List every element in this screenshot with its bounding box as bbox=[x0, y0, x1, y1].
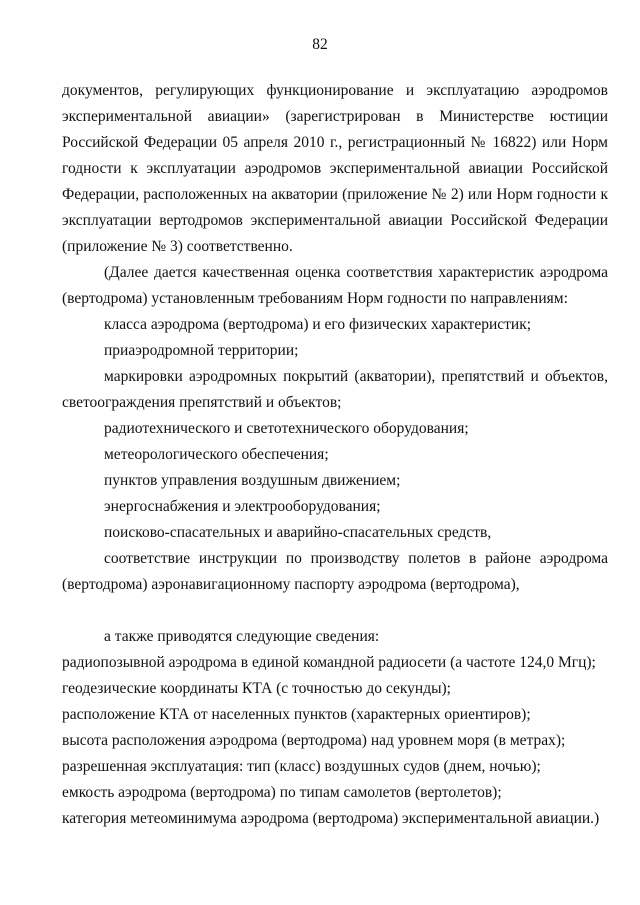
additional-item: расположение КТА от населенных пунктов (характерных ориентиров); bbox=[62, 706, 531, 723]
intro-paragraph-block bbox=[62, 78, 608, 260]
assessment-intro: (Далее дается качественная оценка соответствия характеристик аэродрома (вертодрома) установленным требованиям Норм годности по направлениям: bbox=[62, 264, 608, 307]
assessment-item: метеорологического обеспечения; bbox=[104, 446, 329, 463]
assessment-item: энергоснабжения и электрооборудования; bbox=[104, 498, 381, 515]
page-number: 82 bbox=[312, 36, 328, 53]
additional-item: разрешенная эксплуатация: тип (класс) воздушных судов (днем, ночью); bbox=[62, 758, 541, 775]
assessment-item: класса аэродрома (вертодрома) и его физических характеристик; bbox=[104, 316, 532, 333]
additional-item: радиопозывной аэродрома в единой командной радиосети (а частоте 124,0 Мгц); bbox=[62, 654, 596, 671]
assessment-item: соответствие инструкции по производству полетов в районе аэродрома (вертодрома) аэронавигационному паспорту аэродрома (вертодрома), bbox=[62, 550, 608, 593]
additional-item: высота расположения аэродрома (вертодрома) над уровнем моря (в метрах); bbox=[62, 732, 566, 749]
assessment-item: радиотехнического и светотехнического оборудования; bbox=[104, 420, 469, 437]
additional-item: категория метеоминимума аэродрома (вертодрома) экспериментальной авиации.) bbox=[62, 810, 600, 827]
additional-intro: а также приводятся следующие сведения: bbox=[104, 628, 380, 645]
assessment-item: пунктов управления воздушным движением; bbox=[104, 472, 401, 489]
assessment-item: приаэродромной территории; bbox=[104, 342, 299, 359]
assessment-item: поисково-спасательных и аварийно-спасательных средств, bbox=[104, 524, 492, 541]
additional-item: емкость аэродрома (вертодрома) по типам самолетов (вертолетов); bbox=[62, 784, 502, 801]
additional-item: геодезические координаты КТА (с точностью до секунды); bbox=[62, 680, 451, 697]
additional-info-section bbox=[62, 624, 608, 832]
assessment-section bbox=[62, 260, 608, 598]
assessment-item: маркировки аэродромных покрытий (акватории), препятствий и объектов, светоограждения препятствий и объектов; bbox=[62, 368, 608, 411]
intro-paragraph: документов, регулирующих функционирование и эксплуатацию аэродромов экспериментальной авиации» (зарегистрирован в Министерстве юстиции Российской Федерации 05 апреля 2010 г., регистрационный № 16822) или Норм годности к эксплуатации аэродромов экспериментальной авиации Российской Федерации, расположенных на акватории (приложение № 2) или Норм годности к эксплуатации вертодромов экспериментальной авиации Российской Федерации (приложение № 3) соответственно. bbox=[62, 82, 608, 255]
